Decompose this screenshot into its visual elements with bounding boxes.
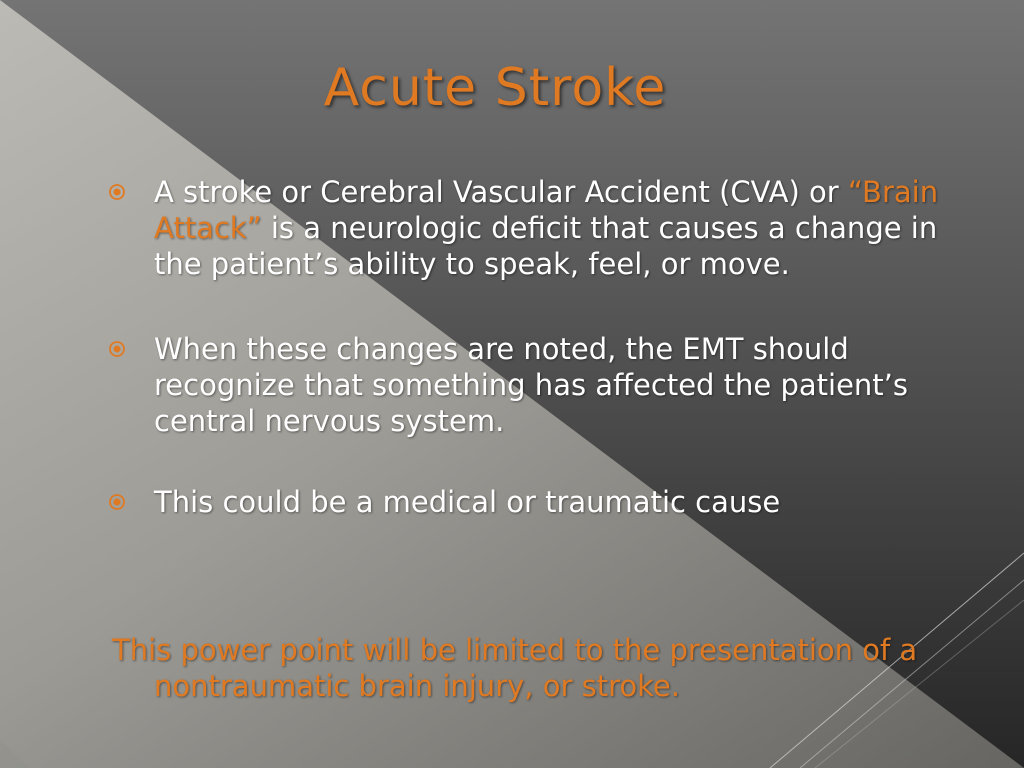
bullet-item bbox=[108, 174, 958, 282]
bullet-text-after: is a neurologic deficit that causes a change in the patient’s ability to speak, feel, or move. bbox=[154, 211, 938, 281]
scope-note: This power point will be limited to the presentation of a nontraumatic brain injury, or stroke. bbox=[112, 633, 918, 703]
circled-dot-icon bbox=[108, 493, 126, 511]
slide-title: Acute Stroke bbox=[323, 58, 667, 118]
bullet-list bbox=[108, 174, 958, 520]
circled-dot-icon bbox=[108, 340, 126, 358]
bullet-item bbox=[108, 331, 958, 439]
bullet-text: This could be a medical or traumatic cause bbox=[154, 485, 781, 519]
bullet-text: When these changes are noted, the EMT should recognize that something has affected the patient’s central nervous system. bbox=[154, 332, 908, 438]
circled-dot-icon bbox=[108, 183, 126, 201]
bullet-item bbox=[108, 484, 958, 520]
bullet-text-before: A stroke or Cerebral Vascular Accident (CVA) or bbox=[154, 175, 848, 209]
brain-attack-highlight: “Brain Attack” bbox=[154, 175, 939, 245]
